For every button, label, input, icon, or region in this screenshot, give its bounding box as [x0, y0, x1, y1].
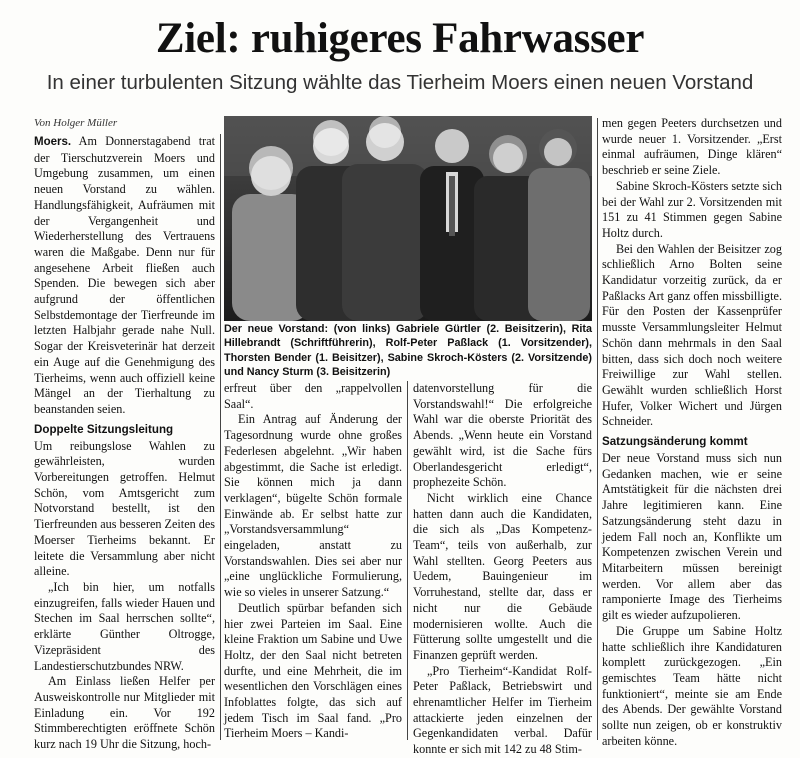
- headline: Ziel: ruhigeres Fahrwasser: [155, 15, 645, 62]
- subheading: Doppelte Sitzungsleitung: [34, 422, 174, 436]
- paragraph: datenvorstellung für die Vorstandswahl!“ Die erfolgreiche Wahl war die oberste Priorität des Abends. „Wenn heute ein Vorstand gewählt wird, ist die Sache fürs Oberlandesgericht erledigt“, prophezeite Schön.: [413, 381, 592, 490]
- byline: Von Holger Müller: [34, 117, 118, 129]
- column-4: [602, 116, 782, 749]
- column-rule: [597, 118, 598, 740]
- group-photo: [224, 116, 592, 321]
- paragraph: Ein Antrag auf Änderung der Tagesordnung wurde ohne großes Federlesen abgelehnt. „Wir haben abgestimmt, die Sache ist erledigt. Sie können mich ja dann verklagen“, bügelte Schön formale Einwände ab. Er selbst hatte zur „Vorstandsversammlung“ eingeladen, anstatt zu Vorstandswahlen. Dies sei aber nur „eine unglückliche Formulierung, wie so vieles in unserer Satzung.“: [224, 412, 402, 600]
- subline: In einer turbulenten Sitzung wählte das Tierheim Moers einen neuen Vorstand: [46, 71, 754, 94]
- paragraph: Bei den Wahlen der Beisitzer zog schließlich Arno Bolten seine Kandidatur vorzeitig zurück, da er Paßlacks Art ganz offen missbilligte. Für den Posten der Kassenprüfer musste Versammlungsleiter Helmut Schön dann mehrmals in den Saal bitten, dass sich doch noch weitere Freiwillige zur Wahl stellen. Gewählt wurden schließlich Horst Hufer, Volker Wichert und Jürgen Schneider.: [602, 241, 782, 429]
- paragraph: „Ich bin hier, um notfalls einzugreifen, falls wieder Hauen und Stechen im Saal herrschen sollte“, erklärte Günther Oltrogge, Vizepräsident des Landestierschutzbundes NRW.: [34, 579, 215, 673]
- paragraph: „Pro Tierheim“-Kandidat Rolf-Peter Paßlack, Betriebswirt und ehrenamtlicher Helfer im Tierheim attackierte jeden einzelnen der Gegenkandidaten verbal. Dafür konnte er sich mit 142 zu 48 Stim-: [413, 663, 592, 757]
- dateline-place: Moers.: [34, 136, 72, 148]
- photo-caption: Der neue Vorstand: (von links) Gabriele Gürtler (2. Beisitzerin), Rita Hillebrandt (Schriftführerin), Rolf-Peter Paßlack (1. Vorsitzender), Thorsten Bender (1. Beisitzer), Sabine Skroch-Kösters (2. Vorsitzende) und Nancy Sturm (3. Beisitzerin): [224, 323, 592, 379]
- paragraph: erfreut über den „rappelvollen Saal“.: [224, 381, 402, 411]
- paragraph: Die Gruppe um Sabine Holtz hatte schließlich ihre Kandidaturen komplett zurückgezogen. „Ein gemischtes Team hätte nicht funktioniert“, meinte sie am Ende des Abends. Der gewählte Vorstand sollte nun zeigen, ob er konstruktiv arbeiten könne.: [602, 623, 782, 748]
- paragraph: Sabine Skroch-Kösters setzte sich bei der Wahl zur 2. Vorsitzenden mit 151 zu 41 Stimmen gegen Sabine Holtz durch.: [602, 178, 782, 240]
- photo-image: [224, 116, 592, 321]
- paragraph: Deutlich spürbar befanden sich hier zwei Parteien im Saal. Eine kleine Fraktion um Sabine und Uwe Holtz, der den Saal nicht betreten durfte, und eine Mehrheit, die im wesentlichen den Vorschlägen eines Infoblattes folgte, das sich auf jedem Tisch im Saal fand. „Pro Tierheim Moers – Kandi-: [224, 600, 402, 741]
- paragraph: Nicht wirklich eine Chance hatten dann auch die Kandidaten, die sich als „Das Kompetenz-Team“, teils von außerhalb, zur Wahl stellten. Georg Peeters aus Uedem, Bauingenieur im Vorruhestand, stellte dar, dass er nicht nur die Gebäude modernisieren wollte. Auch die Fütterung sollte umgestellt und die Finanzen geprüft werden.: [413, 490, 592, 662]
- paragraph: [34, 134, 215, 418]
- paragraph: Am Einlass ließen Helfer per Ausweiskontrolle nur Mitglieder mit Einladung ein. Vor 192 Stimmberechtigten eröffnete Schön kurz nach 19 Uhr die Sitzung, hoch-: [34, 674, 215, 752]
- column-3: [413, 381, 592, 758]
- paragraph: Der neue Vorstand muss sich nun Gedanken machen, wie er seine Amtstätigkeit für die nächsten drei Jahre legitimieren kann. Eine Satzungsänderung steht dazu in jedem Fall noch an, Konflikte um Kompetenzen zwischen Verein und Mitarbeitern müssen bereinigt werden. Vor allem aber das ramponierte Image des Tierheims gilt es wieder aufzupolieren.: [602, 451, 782, 623]
- subheading: Satzungsänderung kommt: [602, 435, 748, 449]
- paragraph: Um reibungslose Wahlen zu gewährleisten, wurden Vorbereitungen getroffen. Helmut Schön, vom Amtsgericht zum Notvorstand bestellt, ist den Tierfreunden aus besseren Zeiten des Moerser Tierheims bekannt. Er leitete die Versammlung aber nicht alleine.: [34, 438, 215, 579]
- column-1: [34, 134, 215, 753]
- column-rule: [220, 134, 221, 740]
- paragraph-text: Am Donnerstagabend trat der Tierschutzverein Moers und Umgebung zusammen, um einen neuen Vorstand zu wählen. Handlungsfähigkeit, Aufräumen mit der Vergangenheit und Wiederherstellung des Vertrauens waren die Maßgabe. Denn nur für angesehene Arbeit fließen auch Spenden. Die bewegen sich aber aufgrund der öffentlichen Selbstdemontage der Tierfreunde im letzten Halbjahr gerade nahe Null. Sogar der Kreisveterinär hat derzeit ein Auge auf die Genehmigung des Tierheims, wenn auch offiziell keine Mängel an der Tierhaltung zu beanstanden seien.: [34, 134, 215, 416]
- paragraph: men gegen Peeters durchsetzen und wurde neuer 1. Vorsitzender. „Erst einmal aufräumen, Dinge klären“ beschrieb er seine Ziele.: [602, 116, 782, 178]
- column-2: [224, 381, 402, 742]
- column-rule: [407, 381, 408, 740]
